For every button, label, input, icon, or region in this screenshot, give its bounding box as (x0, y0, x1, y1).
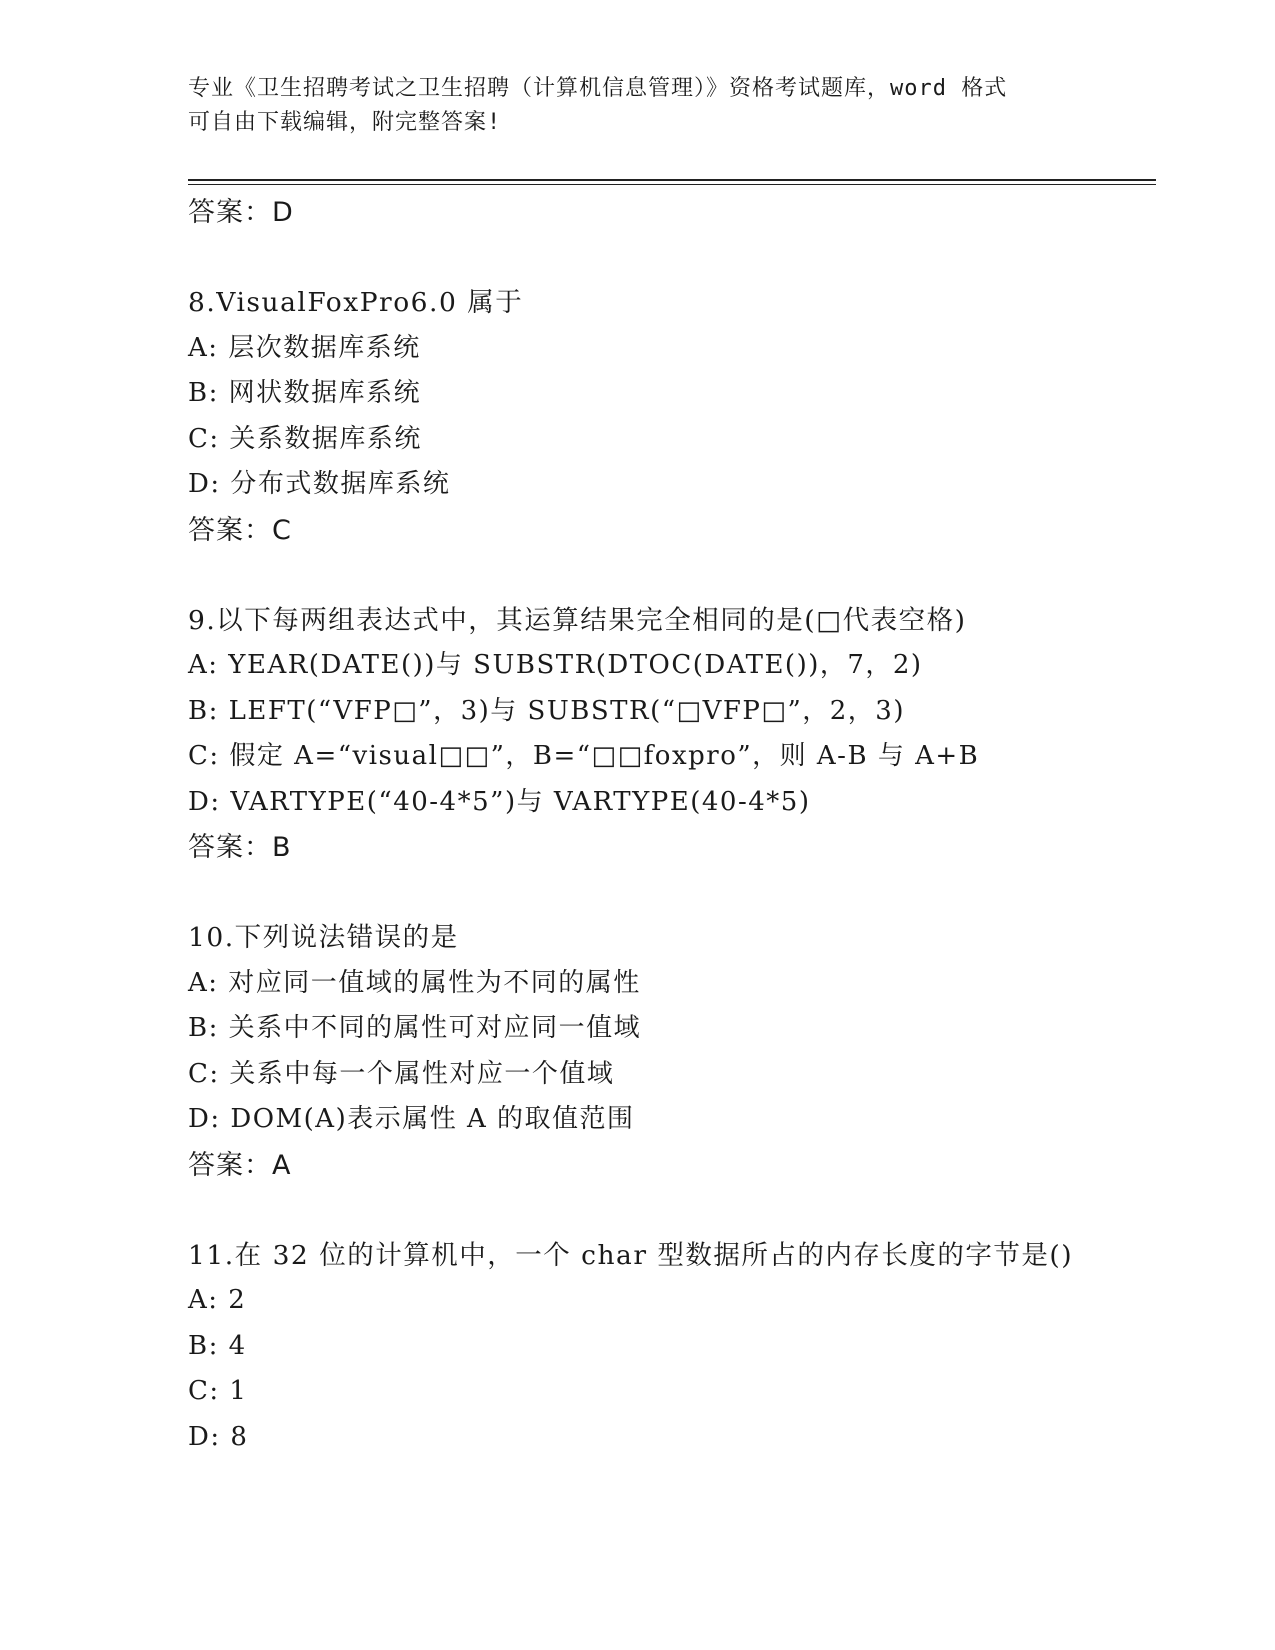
question-block (188, 915, 1148, 1189)
question-stem: 10.下列说法错误的是 (188, 922, 459, 953)
option-d: D: VARTYPE(“40-4*5”)与 VARTYPE(40-4*5) (188, 786, 811, 817)
option-c: C: 1 (188, 1376, 248, 1406)
header-divider-top (188, 179, 1156, 181)
header-line-1: 专业《卫生招聘考试之卫生招聘（计算机信息管理）》资格考试题库，word 格式 (188, 76, 1008, 101)
question-list (188, 190, 1148, 1460)
answer-label: 答案：B (188, 832, 292, 863)
option-c: C: 关系数据库系统 (188, 423, 422, 454)
answer-label: 答案：C (188, 514, 292, 546)
option-a: A: 层次数据库系统 (188, 332, 421, 363)
option-a: A: 2 (188, 1285, 247, 1315)
question-stem: 8.VisualFoxPro6.0 属于 (188, 287, 524, 318)
option-d: D: 8 (188, 1421, 249, 1452)
option-d: D: DOM(A)表示属性 A 的取值范围 (188, 1104, 635, 1134)
option-b: B: 网状数据库系统 (188, 378, 422, 408)
option-c: C: 假定 A=“visual□□”，B=“□□foxpro”，则 A-B 与 A+B (188, 741, 980, 771)
option-d: D: 分布式数据库系统 (188, 469, 451, 499)
question-block (188, 598, 1148, 872)
answer-label: 答案：A (188, 1149, 292, 1181)
answer-label: 答案：D (188, 197, 294, 228)
option-c: C: 关系中每一个属性对应一个值域 (188, 1058, 615, 1089)
question-block (188, 1233, 1148, 1461)
header-line-2: 可自由下载编辑，附完整答案! (188, 110, 502, 135)
header-divider-bottom (188, 184, 1156, 185)
option-b: B: 关系中不同的属性可对应同一值域 (188, 1013, 642, 1043)
question-stem: 11.在 32 位的计算机中，一个 char 型数据所占的内存长度的字节是() (188, 1239, 1074, 1271)
option-a: A: 对应同一值域的属性为不同的属性 (188, 967, 641, 998)
question-block (188, 280, 1148, 554)
option-b: B: 4 (188, 1330, 247, 1361)
option-a: A: YEAR(DATE())与 SUBSTR(DTOC(DATE())，7，2) (188, 650, 923, 680)
option-b: B: LEFT(“VFP□”，3)与 SUBSTR(“□VFP□”，2，3) (188, 695, 905, 726)
document-header (188, 72, 1088, 140)
question-stem: 9.以下每两组表达式中，其运算结果完全相同的是(□代表空格) (188, 604, 967, 636)
